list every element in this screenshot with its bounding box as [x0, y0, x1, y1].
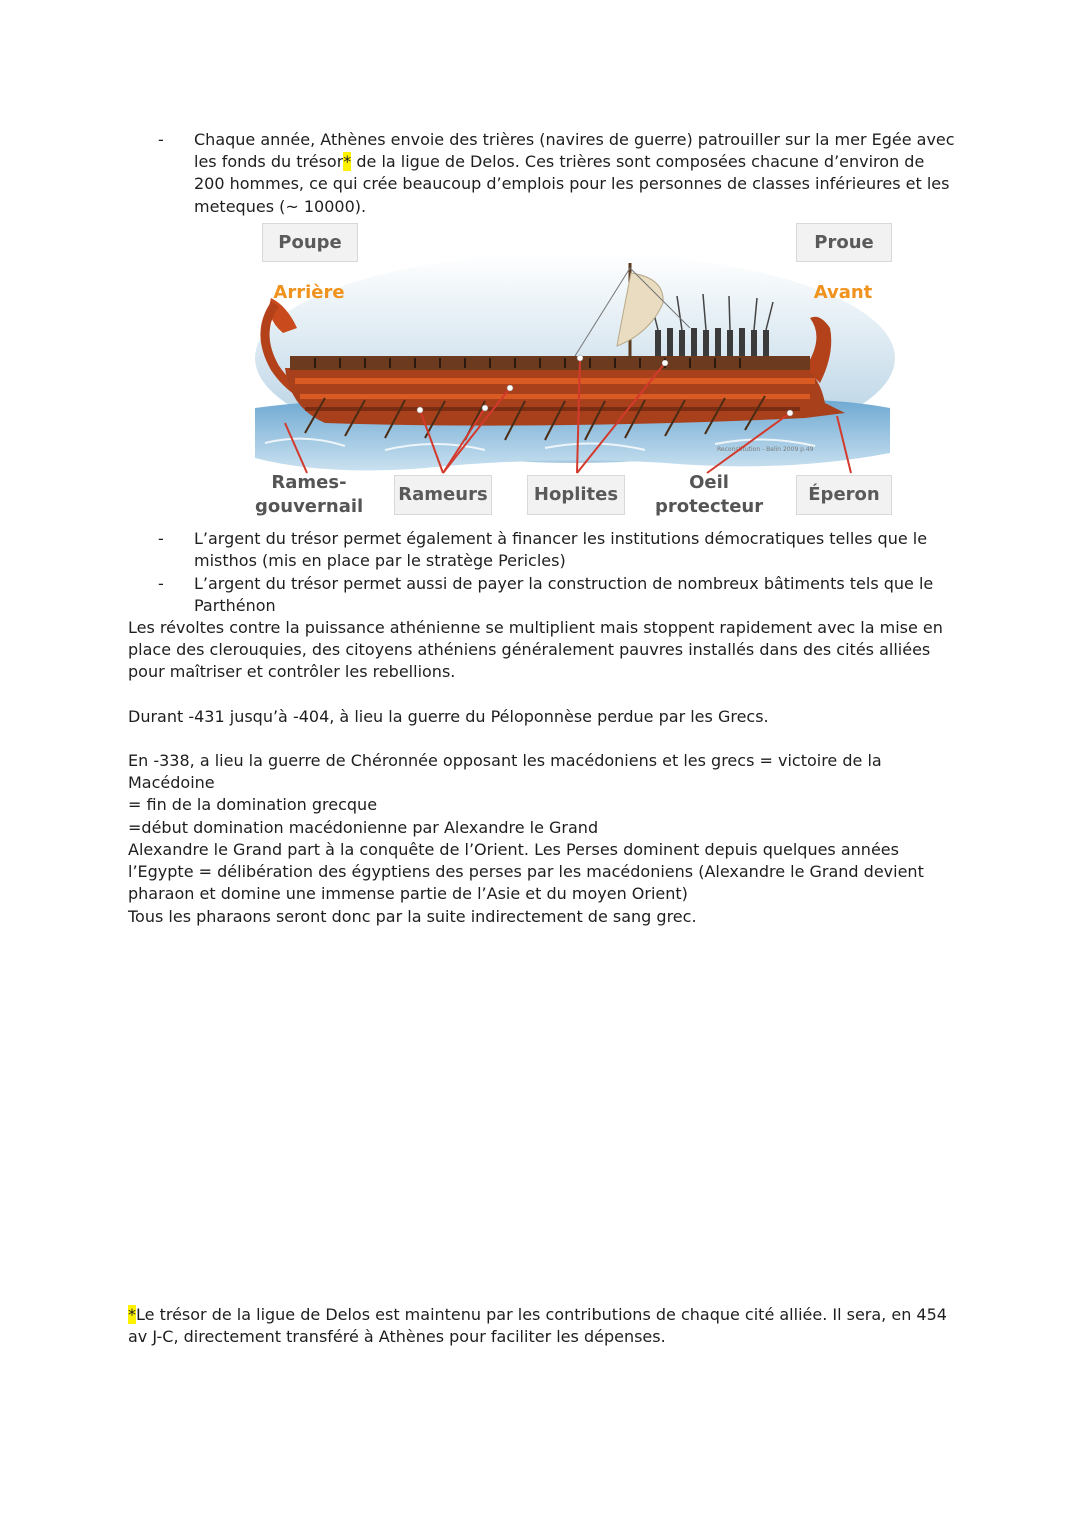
- bullet-text: L’argent du trésor permet aussi de payer la construction de nombreux bâtiments tels que le Parthénon: [194, 574, 934, 616]
- footnote: [128, 1304, 958, 1348]
- bullet-text: Chaque année, Athènes envoie des trières (navires de guerre) patrouiller sur la mer Egée avec les fonds du trésor* de la ligue de Delos. Ces trières sont composées chacune d’environ de 200 hommes, ce qui crée beaucoup d’emplois pour les personnes de classes inférieures et les meteques (~ 10000).: [194, 130, 955, 216]
- label-rameurs: Rameurs: [394, 475, 492, 515]
- bullet-dash: -: [158, 574, 164, 593]
- label-arriere: Arrière: [273, 282, 345, 303]
- label-hoplites: Hoplites: [527, 475, 625, 515]
- label-poupe: Poupe: [262, 223, 358, 262]
- label-oeil-protecteur: Oeil protecteur: [655, 472, 764, 517]
- paragraph-peloponnese: Durant -431 jusqu’à -404, à lieu la guerre du Péloponnèse perdue par les Grecs.: [128, 707, 769, 726]
- footnote-text: Le trésor de la ligue de Delos est maintenu par les contributions de chaque cité alliée. Il sera, en 454 av J-C, directement transféré à Athènes pour faciliter les dépenses.: [128, 1305, 947, 1347]
- image-credit: Reconstitution - Belin 2009 p.49: [717, 446, 814, 453]
- bullet-trieres: [128, 129, 958, 218]
- label-rames-gouvernail: Rames- gouvernail: [255, 472, 364, 517]
- bullet-dash: -: [158, 130, 164, 149]
- footnote-marker[interactable]: *: [343, 152, 352, 172]
- bullet-misthos: [128, 528, 958, 572]
- label-proue: Proue: [796, 223, 892, 262]
- footnote-asterisk: *: [128, 1305, 136, 1324]
- paragraph-alexandre: Alexandre le Grand part à la conquête de l’Orient. Les Perses dominent depuis quelques années l’Egypte = délibération des égyptiens des perses par les macédoniens (Alexandre le Grand devient pharaon et domine une immense partie de l’Asie et du moyen Orient) Tous les pharaons seront donc par la suite indirectement de sang grec.: [128, 840, 924, 926]
- trireme-figure: [245, 218, 900, 523]
- paragraph-revoltes: Les révoltes contre la puissance athénienne se multiplient mais stoppent rapidement avec la mise en place des clerouquies, des citoyens athéniens généralement pauvres installés dans des cités alliées pour maîtriser et contrôler les rebellions.: [128, 618, 943, 682]
- label-eperon: Éperon: [796, 475, 892, 515]
- bullet-dash: -: [158, 529, 164, 548]
- label-avant: Avant: [813, 282, 873, 303]
- paragraph-cheronnee: En -338, a lieu la guerre de Chéronnée opposant les macédoniens et les grecs = victoire de la Macédoine = fin de la domination grecque =début domination macédonienne par Alexandre le Grand: [128, 751, 882, 837]
- bullet-text: L’argent du trésor permet également à financer les institutions démocratiques telles que le misthos (mis en place par le stratège Pericles): [194, 529, 928, 571]
- bullet-parthenon: [128, 573, 958, 617]
